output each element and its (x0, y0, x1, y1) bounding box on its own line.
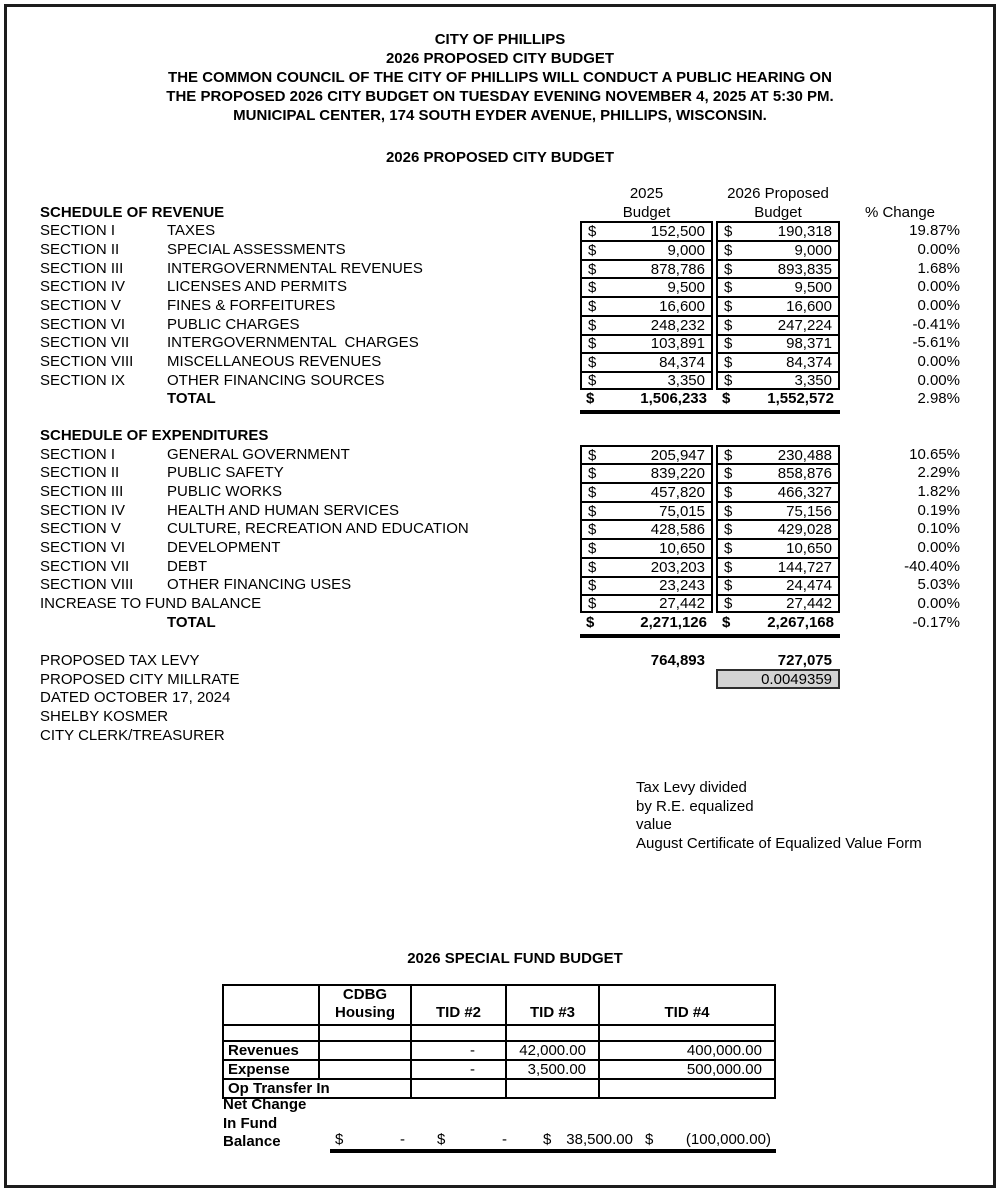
section-label: SECTION VIII (40, 353, 134, 371)
note-line: August Certificate of Equalized Value Form (636, 835, 922, 853)
dollar-sign: $ (588, 260, 597, 278)
pct-change-cell: 0.10% (917, 520, 960, 538)
dollar-sign: $ (588, 335, 597, 353)
budget-2026-cell: $ 3,350 (716, 371, 840, 390)
expenditures-total-2026: $ 2,267,168 (722, 613, 834, 631)
millrate-value-box: 0.0049359 (716, 669, 840, 689)
expenditures-schedule (40, 426, 962, 650)
dollar-sign: $ (724, 279, 733, 297)
dollar-sign: $ (724, 521, 733, 539)
budget-2025-cell: $ 27,442 (580, 594, 713, 613)
dollar-sign: $ (724, 539, 733, 557)
col-header-tid2: TID #2 (411, 985, 506, 1025)
dollar-sign: $ (588, 371, 597, 389)
pct-change-cell: 0.00% (917, 296, 960, 314)
empty-row (223, 1025, 775, 1041)
budget-2025-cell: $ 248,232 (580, 315, 713, 334)
table-header-row (223, 985, 775, 1025)
tax-levy-label: PROPOSED TAX LEVY (40, 651, 200, 669)
budget-2026-cell: $ 190,318 (716, 221, 840, 240)
dollar-sign: $ (645, 1131, 654, 1148)
note-line: value (636, 816, 672, 834)
special-fund-title: 2026 SPECIAL FUND BUDGET (407, 950, 623, 967)
budget-2025-cell: $ 75,015 (580, 501, 713, 520)
section-label: SECTION IX (40, 371, 126, 389)
budget-2026-cell: $ 27,442 (716, 594, 840, 613)
clerk-name: SHELBY KOSMER (40, 707, 169, 725)
dollar-sign: $ (588, 595, 597, 613)
dollar-sign: $ (724, 335, 733, 353)
budget-2025-cell: $ 428,586 (580, 519, 713, 538)
budget-2025-cell: $ 103,891 (580, 334, 713, 353)
dollar-sign: $ (437, 1131, 446, 1148)
increase-fund-balance-label: INCREASE TO FUND BALANCE (40, 595, 262, 613)
expenditures-total-label: TOTAL (167, 613, 216, 631)
col-header-tid3: TID #3 (506, 985, 599, 1025)
row-description: MISCELLANEOUS REVENUES (167, 353, 382, 371)
dollar-sign: $ (722, 390, 731, 408)
budget-2025-cell: $ 23,243 (580, 576, 713, 595)
section-label: SECTION I (40, 222, 116, 240)
dollar-sign: $ (588, 539, 597, 557)
section-label: SECTION III (40, 259, 124, 277)
revenue-schedule (40, 184, 962, 427)
net-change-label: Net Change In Fund Balance (223, 1096, 307, 1151)
revenue-total-label: TOTAL (167, 390, 216, 408)
pct-change-cell: 10.65% (909, 445, 960, 463)
row-description: CULTURE, RECREATION AND EDUCATION (167, 520, 469, 538)
budget-2025-cell: $ 152,500 (580, 221, 713, 240)
budget-2025-cell: $ 878,786 (580, 259, 713, 278)
section-label: SECTION VII (40, 334, 130, 352)
dollar-sign: $ (588, 521, 597, 539)
dollar-sign: $ (724, 558, 733, 576)
revenue-total-2025: $ 1,506,233 (586, 390, 707, 408)
dollar-sign: $ (588, 465, 597, 483)
dollar-sign: $ (588, 577, 597, 595)
dollar-sign: $ (724, 483, 733, 501)
dollar-sign: $ (724, 446, 733, 464)
budget-2026-cell: $ 84,374 (716, 352, 840, 371)
revenues-row: Revenues - 42,000.00 400,000.00 (223, 1041, 775, 1060)
budget-title-line: 2026 PROPOSED CITY BUDGET (385, 50, 615, 67)
budget-2026-cell: $ 9,500 (716, 277, 840, 296)
section-label: SECTION II (40, 464, 120, 482)
dollar-sign: $ (724, 241, 733, 259)
row-description: OTHER FINANCING SOURCES (167, 371, 385, 389)
dollar-sign: $ (588, 558, 597, 576)
section-label: SECTION VI (40, 538, 126, 556)
budget-2025-cell: $ 9,000 (580, 240, 713, 259)
budget-2026-cell: $ 10,650 (716, 538, 840, 557)
pct-change-cell: -40.40% (904, 557, 960, 575)
section-label: SECTION I (40, 445, 116, 463)
millrate-label: PROPOSED CITY MILLRATE (40, 670, 240, 688)
expenditures-total-2025: $ 2,271,126 (586, 613, 707, 631)
pct-change-cell: 2.29% (917, 464, 960, 482)
budget-2026-cell: $ 16,600 (716, 296, 840, 315)
row-description: OTHER FINANCING USES (167, 576, 352, 594)
budget-2025-cell: $ 839,220 (580, 463, 713, 482)
budget-2026-cell: $ 893,835 (716, 259, 840, 278)
row-description: INTERGOVERNMENTAL CHARGES (167, 334, 419, 352)
col-header-2026-budget: Budget (754, 203, 802, 221)
millrate-note (636, 779, 922, 854)
revenue-total-pct: 2.98% (917, 390, 960, 408)
row-description: PUBLIC CHARGES (167, 315, 300, 333)
budget-2026-cell: $ 98,371 (716, 334, 840, 353)
dollar-sign: $ (724, 577, 733, 595)
budget-2026-cell: $ 230,488 (716, 445, 840, 464)
pct-change-cell: 19.87% (909, 222, 960, 240)
dollar-sign: $ (724, 465, 733, 483)
dollar-sign: $ (586, 613, 595, 631)
budget-2025-cell: $ 3,350 (580, 371, 713, 390)
section-label: SECTION IV (40, 501, 126, 519)
dollar-sign: $ (724, 371, 733, 389)
tax-levy-2026: 727,075 (777, 651, 832, 669)
row-description: SPECIAL ASSESSMENTS (167, 240, 346, 258)
dated-line: DATED OCTOBER 17, 2024 (40, 689, 231, 707)
double-rule (580, 634, 840, 638)
dollar-sign: $ (588, 316, 597, 334)
budget-2026-cell: $ 429,028 (716, 519, 840, 538)
col-header-2025-budget: Budget (622, 203, 671, 221)
hearing-line-2: THE PROPOSED 2026 CITY BUDGET ON TUESDAY EVENING NOVEMBER 4, 2025 AT 5:30 PM. (166, 88, 834, 105)
budget-2026-cell: $ 9,000 (716, 240, 840, 259)
pct-change-cell: 5.03% (917, 576, 960, 594)
pct-change-cell: -5.61% (912, 334, 960, 352)
balance-cdbg: $ - (335, 1131, 405, 1148)
clerk-title: CITY CLERK/TREASURER (40, 726, 225, 744)
row-description: TAXES (167, 222, 216, 240)
col-header-cdbg: CDBG Housing (319, 985, 411, 1025)
col-header-pct-change: % Change (864, 203, 936, 221)
note-line: by R.E. equalized (636, 797, 754, 815)
budget-2026-cell: $ 144,727 (716, 557, 840, 576)
section-label: SECTION III (40, 482, 124, 500)
pct-change-cell: 0.19% (917, 501, 960, 519)
row-description: HEALTH AND HUMAN SERVICES (167, 501, 399, 519)
section-label: SECTION II (40, 240, 120, 258)
pct-change-cell: 0.00% (917, 278, 960, 296)
row-description: PUBLIC SAFETY (167, 464, 284, 482)
col-header-2025: 2025 (629, 184, 664, 202)
notice-header (0, 30, 1000, 125)
tax-levy-2025: 764,893 (650, 651, 705, 669)
section-label: SECTION V (40, 296, 121, 314)
budget-2025-cell: $ 10,650 (580, 538, 713, 557)
dollar-sign: $ (588, 297, 597, 315)
hearing-line-1: THE COMMON COUNCIL OF THE CITY OF PHILLIPS WILL CONDUCT A PUBLIC HEARING ON (168, 69, 832, 86)
dollar-sign: $ (588, 502, 597, 520)
double-rule (330, 1149, 776, 1153)
section-label: SECTION IV (40, 278, 126, 296)
budget-2026-cell: $ 466,327 (716, 482, 840, 501)
row-description: FINES & FORFEITURES (167, 296, 336, 314)
expense-row: Expense - 3,500.00 500,000.00 (223, 1060, 775, 1079)
budget-2026-cell: $ 75,156 (716, 501, 840, 520)
col-header-tid4: TID #4 (599, 985, 775, 1025)
tax-levy-block (40, 651, 962, 744)
budget-2025-cell: $ 9,500 (580, 277, 713, 296)
budget-2025-cell: $ 84,374 (580, 352, 713, 371)
dollar-sign: $ (588, 279, 597, 297)
row-label: Expense (223, 1060, 319, 1079)
dollar-sign: $ (588, 223, 597, 241)
balance-tid2: $ - (437, 1131, 507, 1148)
dollar-sign: $ (588, 446, 597, 464)
budget-2025-cell: $ 203,203 (580, 557, 713, 576)
section-label: SECTION V (40, 520, 121, 538)
budget-2025-cell: $ 16,600 (580, 296, 713, 315)
dollar-sign: $ (724, 595, 733, 613)
expenditures-total-pct: -0.17% (912, 613, 960, 631)
section-label: SECTION VIII (40, 576, 134, 594)
pct-change-cell: 1.82% (917, 482, 960, 500)
pct-change-cell: 0.00% (917, 538, 960, 556)
pct-change-cell: 0.00% (917, 371, 960, 389)
special-fund-table (222, 984, 776, 1099)
city-name: CITY OF PHILLIPS (434, 31, 566, 48)
dollar-sign: $ (722, 613, 731, 631)
dollar-sign: $ (724, 297, 733, 315)
pct-change-cell: 1.68% (917, 259, 960, 277)
dollar-sign: $ (588, 241, 597, 259)
dollar-sign: $ (586, 390, 595, 408)
double-rule (580, 410, 840, 414)
row-description: DEVELOPMENT (167, 538, 281, 556)
row-description: GENERAL GOVERNMENT (167, 445, 350, 463)
dollar-sign: $ (724, 223, 733, 241)
row-description: PUBLIC WORKS (167, 482, 283, 500)
budget-2026-cell: $ 247,224 (716, 315, 840, 334)
pct-change-cell: 0.00% (917, 240, 960, 258)
dollar-sign: $ (543, 1131, 552, 1148)
pct-change-cell: 0.00% (917, 353, 960, 371)
address-line: MUNICIPAL CENTER, 174 SOUTH EYDER AVENUE, PHILLIPS, WISCONSIN. (233, 107, 767, 124)
row-description: INTERGOVERNMENTAL REVENUES (167, 259, 423, 277)
section-label: SECTION VI (40, 315, 126, 333)
dollar-sign: $ (724, 354, 733, 372)
dollar-sign: $ (335, 1131, 344, 1148)
page-title: 2026 PROPOSED CITY BUDGET (385, 149, 615, 166)
budget-2026-cell: $ 858,876 (716, 463, 840, 482)
row-label: Op Transfer In (223, 1079, 411, 1098)
expenditures-schedule-title: SCHEDULE OF EXPENDITURES (40, 426, 269, 444)
dollar-sign: $ (588, 483, 597, 501)
section-label: SECTION VII (40, 557, 130, 575)
balance-tid4: $ (100,000.00) (645, 1131, 771, 1148)
balance-tid3: $ 38,500.00 (543, 1131, 633, 1148)
pct-change-cell: -0.41% (912, 315, 960, 333)
row-description: LICENSES AND PERMITS (167, 278, 348, 296)
dollar-sign: $ (588, 354, 597, 372)
dollar-sign: $ (724, 502, 733, 520)
revenue-total-2026: $ 1,552,572 (722, 390, 834, 408)
note-line: Tax Levy divided (636, 779, 747, 796)
budget-2025-cell: $ 457,820 (580, 482, 713, 501)
dollar-sign: $ (724, 260, 733, 278)
dollar-sign: $ (724, 316, 733, 334)
budget-2025-cell: $ 205,947 (580, 445, 713, 464)
col-header-2026: 2026 Proposed (727, 184, 829, 202)
row-label: Revenues (223, 1041, 319, 1060)
row-description: DEBT (167, 557, 208, 575)
budget-2026-cell: $ 24,474 (716, 576, 840, 595)
revenue-schedule-title: SCHEDULE OF REVENUE (40, 203, 225, 221)
pct-change-cell: 0.00% (917, 595, 960, 613)
